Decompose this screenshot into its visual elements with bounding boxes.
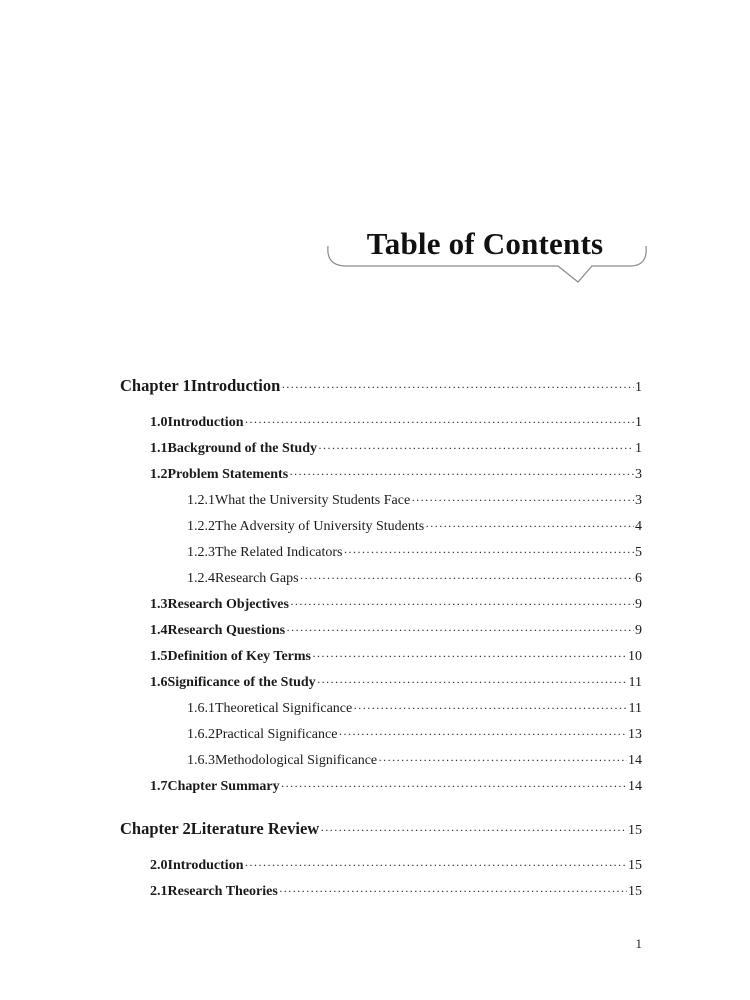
toc-page-number: 9 <box>635 623 642 638</box>
toc-number: Chapter 1 <box>120 376 191 395</box>
toc-entry-sub[interactable] <box>187 701 642 723</box>
toc-entry-section[interactable] <box>150 675 642 697</box>
toc-label: Introduction <box>190 376 281 395</box>
toc-entry-section[interactable] <box>150 441 642 463</box>
toc-leader-dots <box>318 441 634 456</box>
toc-label: Significance of the Study <box>167 675 316 690</box>
toc-leader-dots <box>286 623 634 638</box>
toc-entry-sub[interactable] <box>187 493 642 515</box>
toc-leader-dots <box>244 415 634 430</box>
toc-number: 1.2.3 <box>187 545 215 560</box>
toc-label: The Related Indicators <box>215 545 343 560</box>
toc-row <box>0 727 750 749</box>
toc-row <box>0 441 750 463</box>
toc-page-number: 3 <box>635 493 642 508</box>
toc-number: 1.6.2 <box>187 727 215 742</box>
toc-label: Chapter Summary <box>167 779 280 794</box>
toc-page-number: 3 <box>635 467 642 482</box>
toc-page-number: 1 <box>635 441 642 456</box>
toc-leader-dots <box>281 380 634 395</box>
toc-entry-section[interactable] <box>150 858 642 880</box>
toc-entry-section[interactable] <box>150 467 642 489</box>
toc-entry-section[interactable] <box>150 649 642 671</box>
toc-label: Research Theories <box>167 884 278 899</box>
toc-leader-dots <box>290 597 634 612</box>
toc-leader-dots <box>425 519 634 534</box>
toc-page-number: 5 <box>635 545 642 560</box>
toc-row <box>0 597 750 619</box>
toc-number: 1.4 <box>150 623 168 638</box>
toc-label: Research Gaps <box>215 571 299 586</box>
toc-leader-dots <box>312 649 627 664</box>
toc-row <box>0 819 750 841</box>
toc-number: 2.0 <box>150 858 168 873</box>
toc-label: Research Objectives <box>167 597 289 612</box>
page-title: Table of Contents <box>366 226 604 261</box>
toc-leader-dots <box>317 675 628 690</box>
toc-page-number: 4 <box>635 519 642 534</box>
toc-page-number: 1 <box>635 380 642 395</box>
toc-number: 1.2.1 <box>187 493 215 508</box>
toc-row <box>0 545 750 567</box>
toc-number: 2.1 <box>150 884 168 899</box>
toc-page-number: 14 <box>628 779 642 794</box>
toc-page-number: 13 <box>628 727 642 742</box>
toc-label: Methodological Significance <box>215 753 378 768</box>
toc-row <box>0 649 750 671</box>
toc-leader-dots <box>244 858 627 873</box>
toc-entry-sub[interactable] <box>187 727 642 749</box>
toc-number: 1.6 <box>150 675 168 690</box>
toc-number: 1.7 <box>150 779 168 794</box>
toc-row <box>0 571 750 593</box>
toc-label: Introduction <box>167 858 244 873</box>
toc-number: Chapter 2 <box>120 819 191 838</box>
toc-number: 1.2 <box>150 467 168 482</box>
toc-label: Research Questions <box>167 623 286 638</box>
toc-leader-dots <box>279 884 627 899</box>
toc-number: 1.6.1 <box>187 701 215 716</box>
toc-row <box>0 779 750 801</box>
toc-number: 1.2.2 <box>187 519 215 534</box>
toc-row <box>0 858 750 880</box>
toc-entry-sub[interactable] <box>187 519 642 541</box>
toc-leader-dots <box>353 701 627 716</box>
toc-leader-dots <box>281 779 627 794</box>
toc-leader-dots <box>411 493 634 508</box>
toc-entry-section[interactable] <box>150 884 642 906</box>
toc-entry-chapter[interactable] <box>120 376 642 398</box>
toc-leader-dots <box>344 545 634 560</box>
toc-leader-dots <box>378 753 627 768</box>
toc-page-number: 9 <box>635 597 642 612</box>
toc-row <box>0 493 750 515</box>
toc-entry-sub[interactable] <box>187 571 642 593</box>
toc-number: 1.6.3 <box>187 753 215 768</box>
toc-page-number: 15 <box>628 858 642 873</box>
toc-number: 1.3 <box>150 597 168 612</box>
toc-label: The Adversity of University Students <box>215 519 425 534</box>
toc-page-number: 6 <box>635 571 642 586</box>
toc-entry-section[interactable] <box>150 623 642 645</box>
toc-leader-dots <box>289 467 634 482</box>
toc-row <box>0 701 750 723</box>
toc-entry-chapter[interactable] <box>120 819 642 841</box>
toc-label: Problem Statements <box>167 467 289 482</box>
toc-entry-section[interactable] <box>150 779 642 801</box>
toc-page-number: 14 <box>628 753 642 768</box>
toc-page-number: 15 <box>628 823 642 838</box>
toc-row <box>0 623 750 645</box>
toc-label: Literature Review <box>190 819 320 838</box>
toc-label: Introduction <box>167 415 244 430</box>
toc-row <box>0 467 750 489</box>
toc-label: Background of the Study <box>167 441 318 456</box>
toc-number: 1.2.4 <box>187 571 215 586</box>
toc-entry-section[interactable] <box>150 415 642 437</box>
toc-row <box>0 415 750 437</box>
toc-number: 1.0 <box>150 415 168 430</box>
toc-leader-dots <box>338 727 627 742</box>
toc-number: 1.1 <box>150 441 168 456</box>
toc-page-number: 1 <box>635 415 642 430</box>
toc-page-number: 10 <box>628 649 642 664</box>
toc-number: 1.5 <box>150 649 168 664</box>
toc-row <box>0 376 750 398</box>
toc-row <box>0 753 750 775</box>
toc-label: Practical Significance <box>215 727 338 742</box>
toc-row <box>0 675 750 697</box>
toc-label: What the University Students Face <box>215 493 411 508</box>
toc-entry-sub[interactable] <box>187 753 642 775</box>
toc-page-number: 11 <box>628 675 642 690</box>
toc-label: Definition of Key Terms <box>167 649 311 664</box>
toc-label: Theoretical Significance <box>215 701 353 716</box>
toc-entry-sub[interactable] <box>187 545 642 567</box>
toc-page-number: 11 <box>628 701 642 716</box>
toc-leader-dots <box>320 823 627 838</box>
page-number: 1 <box>635 936 642 951</box>
toc-row <box>0 519 750 541</box>
toc-row <box>0 884 750 906</box>
toc-page-number: 15 <box>628 884 642 899</box>
toc-heading <box>322 222 648 288</box>
toc-entry-section[interactable] <box>150 597 642 619</box>
toc-leader-dots <box>300 571 634 586</box>
